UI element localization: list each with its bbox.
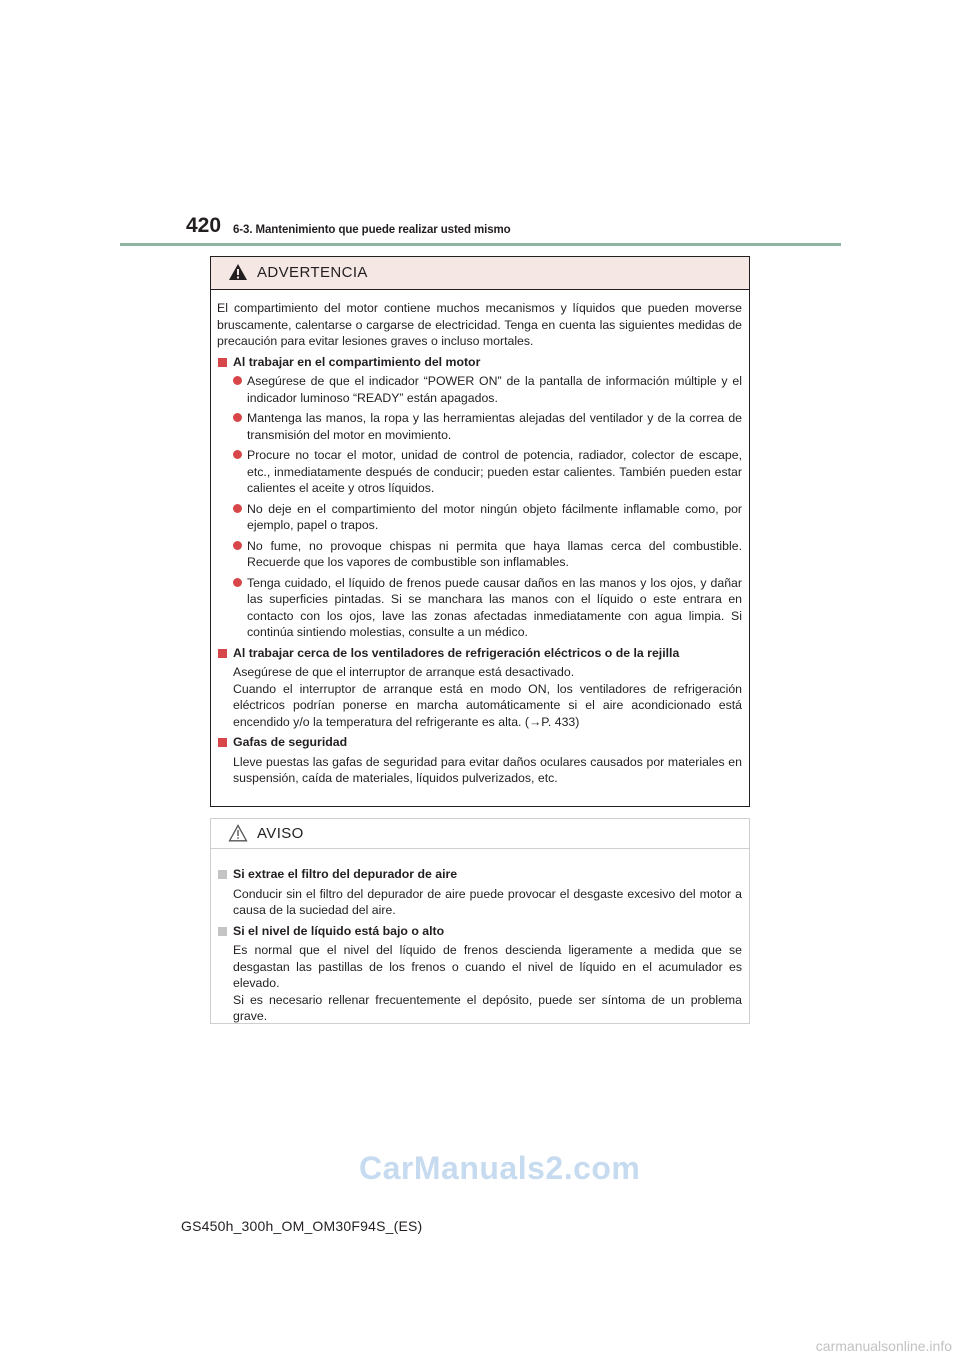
circle-bullet-icon — [233, 541, 242, 550]
notice-box — [210, 818, 750, 1024]
list-item: Tenga cuidado, el líquido de frenos puede causar daños en las manos y los ojos, y dañar las superficies pintadas. Si se manchara las manos con el líquido o este entrara en contacto con los ojos, lave las zonas afectadas inmediatamente con agua limpia. Si continúa sintiendo molestias, consulte a un médico. — [217, 575, 742, 641]
square-bullet-icon — [218, 738, 227, 747]
page-number: 420 — [186, 214, 222, 237]
warning-section-heading: Al trabajar en el compartimiento del motor — [217, 354, 742, 371]
warning-box — [210, 256, 750, 807]
watermark-logo: CarManuals2.com — [359, 1150, 641, 1186]
list-item: Mantenga las manos, la ropa y las herramientas alejadas del ventilador y de la correa de transmisión del motor en movimiento. — [217, 410, 742, 443]
list-item: No deje en el compartimiento del motor ningún objeto fácilmente inflamable como, por ejemplo, papel o trapos. — [217, 501, 742, 534]
warning-body — [211, 290, 749, 787]
warning-triangle-icon — [228, 263, 248, 281]
circle-bullet-icon — [233, 578, 242, 587]
notice-section-heading: Si extrae el filtro del depurador de aire — [217, 866, 742, 883]
paragraph: Conducir sin el filtro del depurador de aire puede provocar el desgaste excesivo del motor a causa de la suciedad del aire. — [233, 886, 742, 917]
watermark-corner: carmanualsonline.info — [815, 1338, 952, 1354]
notice-section-heading: Si el nivel de líquido está bajo o alto — [217, 923, 742, 940]
circle-bullet-icon — [233, 376, 242, 385]
warning-section-heading: Gafas de seguridad — [217, 734, 742, 751]
circle-bullet-icon — [233, 504, 242, 513]
circle-bullet-icon — [233, 413, 242, 422]
notice-body — [211, 849, 749, 1025]
list-item: Procure no tocar el motor, unidad de control de potencia, radiador, colector de escape, etc., inmediatamente después de conducir; pueden estar calientes. También pueden estar calientes el aceite y otros líquidos. — [217, 447, 742, 497]
square-bullet-icon — [218, 649, 227, 658]
warning-header — [211, 257, 749, 290]
list-item: Asegúrese de que el indicador “POWER ON” de la pantalla de información múltiple y el indicador luminoso “READY” están apagados. — [217, 373, 742, 406]
warning-intro: El compartimiento del motor contiene muchos mecanismos y líquidos que pueden moverse bruscamente, calentarse o cargarse de electricidad. Tenga en cuenta las siguientes medidas de precaución para evitar lesiones graves o incluso mortales. — [217, 301, 742, 348]
caution-triangle-icon — [228, 824, 248, 842]
notice-title: AVISO — [257, 825, 304, 842]
warning-section-heading: Al trabajar cerca de los ventiladores de refrigeración eléctricos o de la rejilla — [217, 645, 742, 662]
square-bullet-icon — [218, 927, 227, 936]
paragraph: Asegúrese de que el interruptor de arranque está desactivado. Cuando el interruptor de arranque está en modo ON, los ventiladores de refrigeración eléctricos podrían ponerse en marcha automáticamente si el aire acondicionado está encendido y/o la temperatura del refrigerante es alta. (→P. 433) — [233, 665, 742, 729]
header-rule — [120, 243, 841, 246]
square-bullet-icon — [218, 870, 227, 879]
footer-model-code: GS450h_300h_OM_OM30F94S_(ES) — [181, 1218, 423, 1234]
circle-bullet-icon — [233, 450, 242, 459]
square-bullet-icon — [218, 358, 227, 367]
paragraph: Es normal que el nivel del líquido de frenos descienda ligeramente a medida que se desgastan las pastillas de los frenos o cuando el nivel de líquido en el acumulador es elevado. Si es necesario rellenar frecuentemente el depósito, puede ser síntoma de un problema grave. — [233, 943, 742, 1023]
notice-header — [211, 819, 749, 849]
list-item: No fume, no provoque chispas ni permita que haya llamas cerca del combustible. Recuerde que los vapores de combustible son inflamables. — [217, 538, 742, 571]
section-title: 6-3. Mantenimiento que puede realizar usted mismo — [233, 224, 511, 236]
warning-title: ADVERTENCIA — [257, 264, 368, 281]
paragraph: Lleve puestas las gafas de seguridad para evitar daños oculares causados por materiales en suspensión, caída de materiales, líquidos pulverizados, etc. — [233, 754, 742, 785]
